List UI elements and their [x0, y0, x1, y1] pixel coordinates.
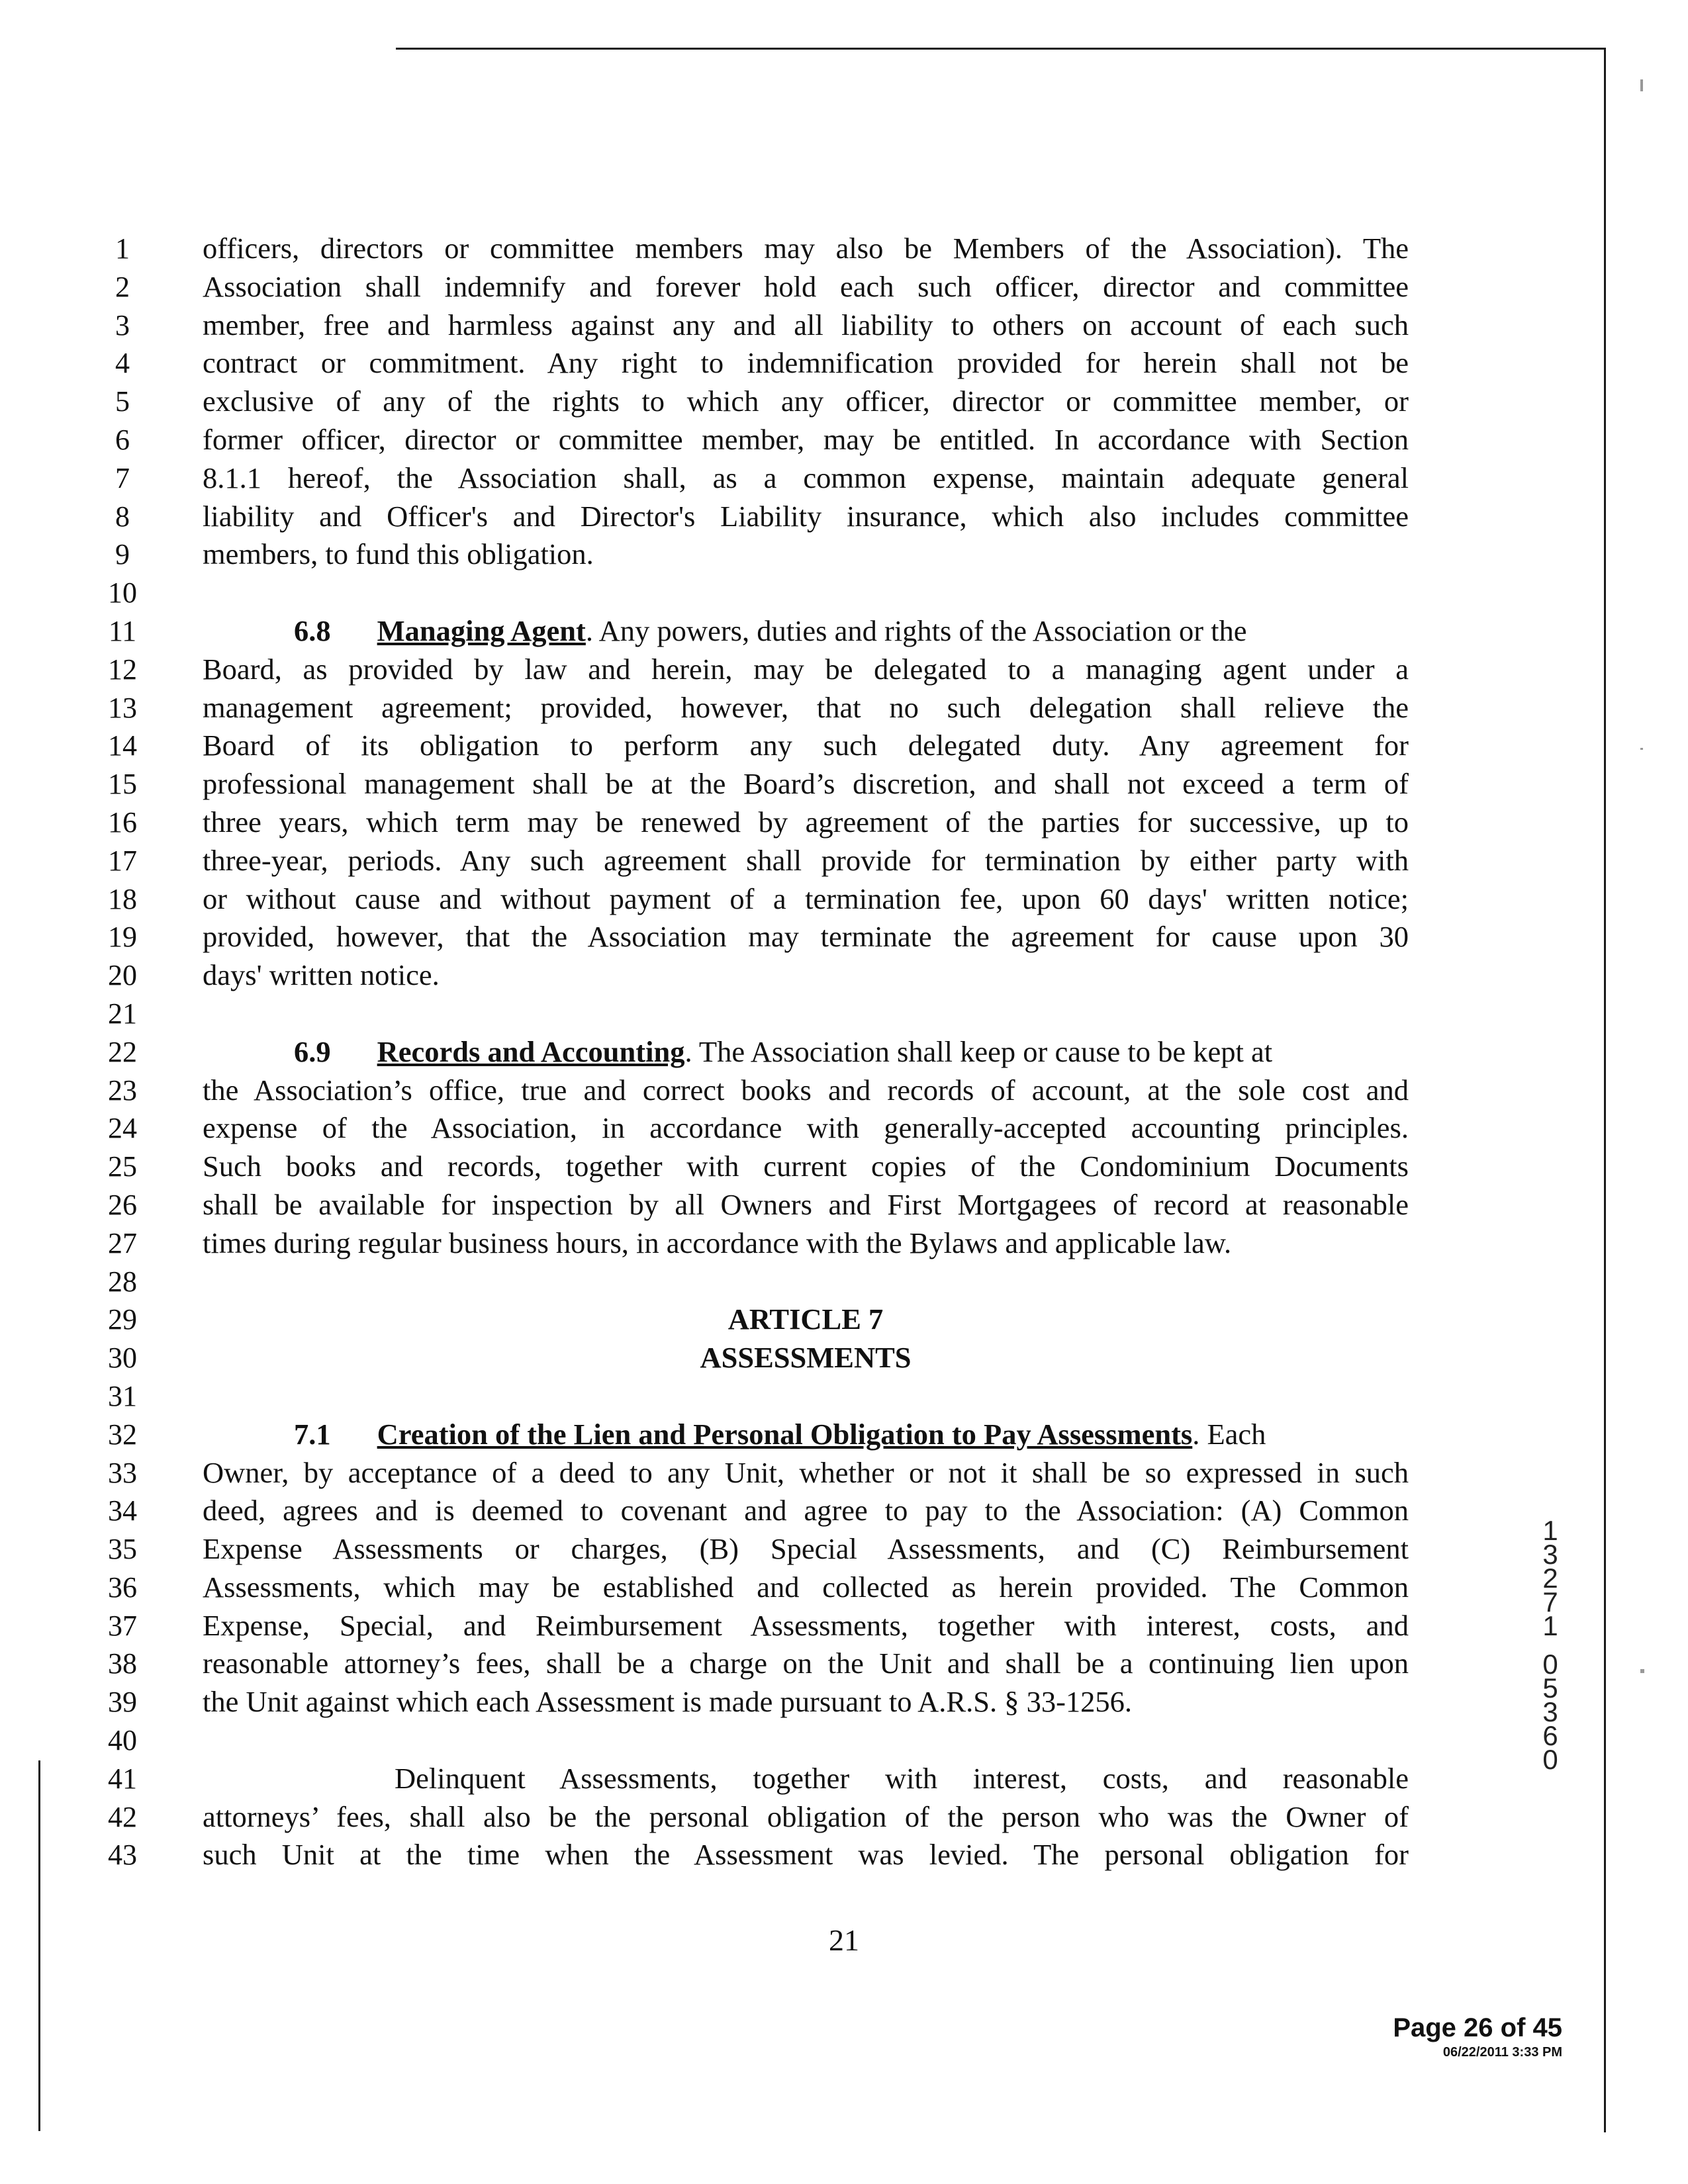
- line-number: 23: [108, 1073, 137, 1107]
- line-number: 30: [108, 1342, 137, 1375]
- page-of-total: Page 26 of 45: [1393, 2013, 1562, 2042]
- line-number: 19: [108, 921, 137, 954]
- text-line: members, to fund this obligation.: [203, 537, 594, 571]
- text-line: such Unit at the time when the Assessment was levied. The personal obligation for: [203, 1838, 1409, 1872]
- text-line: days' written notice.: [203, 958, 440, 992]
- recording-page-info: [1393, 2012, 1562, 2061]
- line-number: 13: [108, 691, 137, 724]
- line-number: 22: [108, 1035, 137, 1068]
- text-line: times during regular business hours, in accordance with the Bylaws and applicable law.: [203, 1226, 1232, 1259]
- line-number: 43: [108, 1839, 137, 1872]
- right-border-line: [1604, 48, 1606, 2132]
- text-line: member, free and harmless against any and all liability to others on account of each such: [203, 308, 1409, 341]
- blank-line: [203, 1263, 1409, 1301]
- section-heading-6-9: [203, 1033, 1409, 1071]
- text-line: attorneys’ fees, shall also be the personal obligation of the person who was the Owner of: [203, 1799, 1409, 1833]
- document-body: [203, 230, 1409, 1874]
- line-number: 6: [115, 423, 130, 456]
- text-line: liability and Officer's and Director's Liability insurance, which also includes committee: [203, 499, 1409, 533]
- section-number: 6.8: [294, 614, 331, 647]
- text-line: contract or commitment. Any right to indemnification provided for herein shall not be: [203, 346, 1409, 380]
- section-title: Creation of the Lien and Personal Obligation to Pay Assessments: [377, 1417, 1193, 1451]
- text-line: the Unit against which each Assessment is made pursuant to A.R.S. § 33-1256.: [203, 1685, 1133, 1719]
- text-line: expense of the Association, in accordance with generally-accepted accounting principles.: [203, 1111, 1409, 1145]
- line-number: 9: [115, 538, 130, 571]
- line-number: 25: [108, 1150, 137, 1183]
- text-line: Such books and records, together with current copies of the Condominium Documents: [203, 1150, 1409, 1183]
- text-line: 8.1.1 hereof, the Association shall, as a common expense, maintain adequate general: [203, 461, 1409, 494]
- line-number: 32: [108, 1418, 137, 1451]
- margin-stamp-char: 0: [1542, 1744, 1558, 1775]
- scan-speck: [1640, 748, 1643, 750]
- line-number: 39: [108, 1686, 137, 1719]
- text-line: Expense Assessments or charges, (B) Special Assessments, and (C) Reimbursement: [203, 1532, 1409, 1566]
- line-number: 35: [108, 1533, 137, 1566]
- text-line: Board of its obligation to perform any such delegated duty. Any agreement for: [203, 729, 1409, 762]
- line-number: 37: [108, 1609, 137, 1642]
- section-title: Managing Agent: [377, 614, 586, 647]
- line-number: 20: [108, 959, 137, 992]
- margin-document-number: [1537, 1515, 1564, 1775]
- text-line: shall be available for inspection by all Owners and First Mortgagees of record at reasonable: [203, 1187, 1409, 1221]
- text-line: Expense, Special, and Reimbursement Assessments, together with interest, costs, and: [203, 1608, 1409, 1642]
- article-title: ASSESSMENTS: [700, 1341, 912, 1375]
- line-number-column: [99, 230, 146, 1874]
- text-line: Association shall indemnify and forever hold each such officer, director and committee: [203, 269, 1409, 303]
- line-number: 21: [108, 997, 137, 1030]
- scan-speck: [1640, 79, 1643, 91]
- text-line: Delinquent Assessments, together with interest, costs, and reasonable: [395, 1761, 1409, 1795]
- section-text: . Any powers, duties and rights of the Association or the: [585, 614, 1247, 647]
- blank-line: [203, 574, 1409, 612]
- text-line: management agreement; provided, however, that no such delegation shall relieve the: [203, 690, 1409, 724]
- margin-stamp-char: 0: [1542, 1649, 1558, 1680]
- line-number: 3: [115, 308, 130, 341]
- line-number: 8: [115, 500, 130, 533]
- text-line: deed, agrees and is deemed to covenant and agree to pay to the Association: (A) Common: [203, 1494, 1409, 1527]
- margin-stamp-char: 3: [1542, 1696, 1558, 1727]
- line-number: 41: [108, 1762, 137, 1795]
- margin-stamp-char: 3: [1542, 1539, 1558, 1570]
- line-number: 5: [115, 385, 130, 418]
- text-line: former officer, director or committee member, may be entitled. In accordance with Section: [203, 422, 1409, 456]
- text-line: professional management shall be at the Board’s discretion, and shall not exceed a term of: [203, 767, 1409, 801]
- line-number: 16: [108, 805, 137, 839]
- section-text: . Each: [1192, 1417, 1266, 1451]
- line-number: 29: [108, 1303, 137, 1336]
- text-line: Assessments, which may be established and collected as herein provided. The Common: [203, 1570, 1409, 1604]
- section-number: 7.1: [294, 1417, 331, 1451]
- text-line: Board, as provided by law and herein, may be delegated to a managing agent under a: [203, 652, 1409, 686]
- text-line: exclusive of any of the rights to which any officer, director or committee member, or: [203, 385, 1409, 418]
- text-line: three-year, periods. Any such agreement shall provide for termination by either party with: [203, 843, 1409, 877]
- margin-stamp-char: 7: [1542, 1586, 1558, 1617]
- line-number: 14: [108, 729, 137, 762]
- line-number: 1: [115, 232, 130, 265]
- article-heading: ARTICLE 7: [727, 1302, 884, 1336]
- line-number: 24: [108, 1112, 137, 1145]
- line-number: 15: [108, 768, 137, 801]
- line-number: 7: [115, 461, 130, 494]
- recording-timestamp: 06/22/2011 3:33 PM: [1442, 2045, 1562, 2060]
- text-line: or without cause and without payment of a termination fee, upon 60 days' written notice;: [203, 882, 1409, 915]
- line-number: 27: [108, 1226, 137, 1259]
- text-line: the Association’s office, true and correct books and records of account, at the sole cost and: [203, 1073, 1409, 1107]
- margin-stamp-char: 5: [1542, 1672, 1558, 1704]
- line-number: 36: [108, 1570, 137, 1604]
- text-line: provided, however, that the Association may terminate the agreement for cause upon 30: [203, 920, 1409, 954]
- line-number: 4: [115, 347, 130, 380]
- line-number: 38: [108, 1647, 137, 1680]
- line-number: 28: [108, 1265, 137, 1298]
- line-number: 34: [108, 1494, 137, 1527]
- margin-stamp-char: 6: [1542, 1720, 1558, 1751]
- section-title: Records and Accounting: [377, 1034, 685, 1068]
- blank-line: [203, 995, 1409, 1033]
- margin-stamp-char: 1: [1542, 1515, 1558, 1546]
- line-number: 11: [108, 614, 137, 647]
- line-number: 31: [108, 1379, 137, 1412]
- text-line: officers, directors or committee members may also be Members of the Association). The: [203, 232, 1409, 265]
- line-number: 18: [108, 882, 137, 915]
- section-heading-6-8: [203, 612, 1409, 651]
- margin-stamp-char: 2: [1542, 1563, 1558, 1594]
- line-number: 26: [108, 1188, 137, 1221]
- section-number: 6.9: [294, 1034, 331, 1068]
- line-number: 12: [108, 653, 137, 686]
- line-number: 42: [108, 1800, 137, 1833]
- blank-line: [203, 1721, 1409, 1760]
- text-line: three years, which term may be renewed by agreement of the parties for successive, up to: [203, 805, 1409, 839]
- section-heading-7-1: [203, 1416, 1409, 1454]
- blank-line: [203, 1377, 1409, 1416]
- line-number: 33: [108, 1456, 137, 1489]
- section-text: . The Association shall keep or cause to be kept at: [684, 1034, 1273, 1068]
- line-number: 10: [108, 576, 137, 610]
- text-line: Owner, by acceptance of a deed to any Unit, whether or not it shall be so expressed in such: [203, 1455, 1409, 1489]
- top-border-line: [396, 48, 1605, 50]
- text-line: reasonable attorney’s fees, shall be a charge on the Unit and shall be a continuing lien upon: [203, 1647, 1409, 1680]
- margin-stamp-char: 1: [1542, 1610, 1558, 1641]
- page-number: 21: [829, 1923, 859, 1957]
- line-number: 2: [115, 270, 130, 303]
- line-number: 40: [108, 1724, 137, 1757]
- line-number: 17: [108, 844, 137, 877]
- scan-speck: [1640, 1669, 1644, 1673]
